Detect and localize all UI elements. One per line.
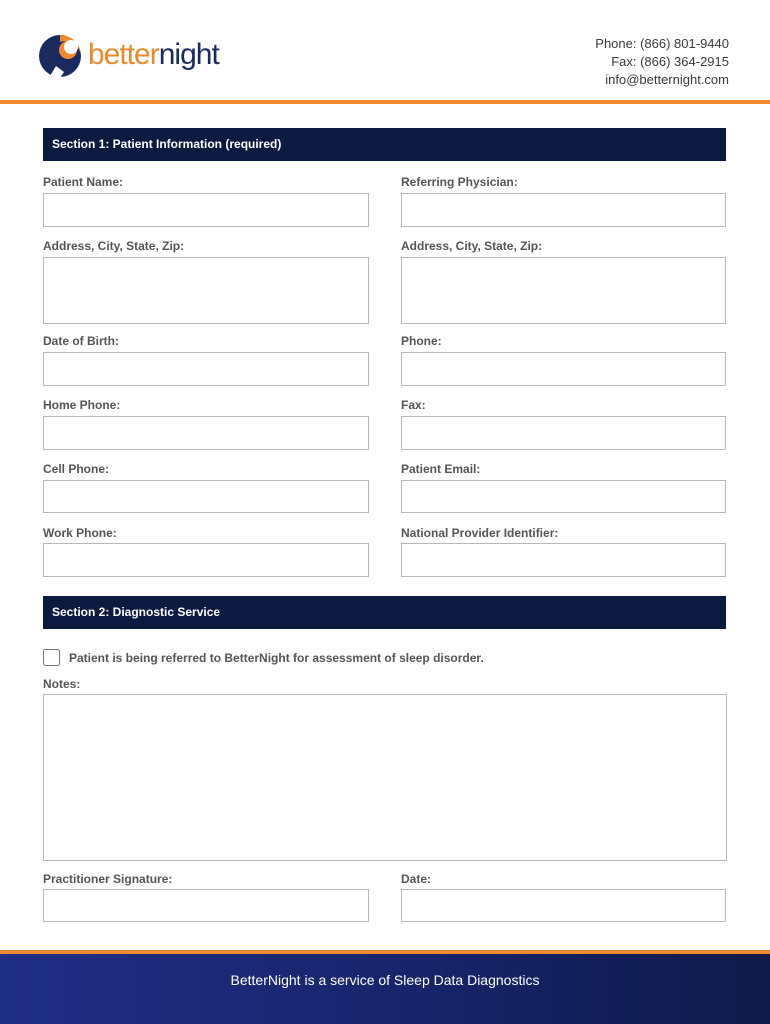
contact-phone: Phone: (866) 801-9440	[595, 36, 729, 51]
contact-info	[595, 35, 729, 89]
physician-address-label: Address, City, State, Zip:	[401, 239, 543, 253]
referral-checkbox-label: Patient is being referred to BetterNight for assessment of sleep disorder.	[69, 651, 484, 665]
dob-label: Date of Birth:	[43, 334, 119, 348]
cell-phone-label: Cell Phone:	[43, 462, 110, 476]
referring-physician-field[interactable]	[401, 193, 726, 227]
header-divider	[0, 100, 770, 104]
npi-field[interactable]	[401, 543, 726, 577]
referring-physician-label: Referring Physician:	[401, 175, 518, 189]
section1-header: Section 1: Patient Information (required)	[43, 128, 726, 161]
patient-email-label: Patient Email:	[401, 462, 481, 476]
header	[0, 0, 770, 104]
physician-fax-label: Fax:	[401, 398, 426, 412]
footer-divider	[0, 950, 770, 954]
date-label: Date:	[401, 872, 432, 886]
footer-text: BetterNight is a service of Sleep Data Diagnostics	[230, 972, 540, 988]
home-phone-label: Home Phone:	[43, 398, 121, 412]
contact-email[interactable]: info@betternight.com	[605, 72, 729, 87]
patient-email-field[interactable]	[401, 480, 726, 513]
section2-header: Section 2: Diagnostic Service	[43, 596, 726, 629]
home-phone-field[interactable]	[43, 416, 369, 450]
notes-label: Notes:	[43, 677, 81, 691]
work-phone-field[interactable]	[43, 543, 369, 577]
referral-checkbox[interactable]	[43, 649, 60, 666]
logo-night: night	[158, 38, 219, 71]
patient-name-label: Patient Name:	[43, 175, 124, 189]
moon-logo-icon	[38, 32, 86, 80]
signature-label: Practitioner Signature:	[43, 872, 173, 886]
npi-label: National Provider Identifier:	[401, 526, 559, 540]
logo-wordmark	[88, 38, 219, 72]
dob-field[interactable]	[43, 352, 369, 386]
contact-fax: Fax: (866) 364-2915	[611, 54, 729, 69]
work-phone-label: Work Phone:	[43, 526, 117, 540]
physician-fax-field[interactable]	[401, 416, 726, 450]
patient-name-field[interactable]	[43, 193, 369, 227]
signature-field[interactable]	[43, 889, 369, 922]
logo-better: better	[88, 38, 159, 71]
patient-address-field[interactable]	[43, 257, 369, 324]
physician-phone-field[interactable]	[401, 352, 726, 386]
physician-phone-label: Phone:	[401, 334, 442, 348]
cell-phone-field[interactable]	[43, 480, 369, 513]
betternight-logo	[38, 32, 228, 82]
date-field[interactable]	[401, 889, 726, 922]
notes-field[interactable]	[43, 694, 727, 861]
physician-address-field[interactable]	[401, 257, 726, 324]
patient-address-label: Address, City, State, Zip:	[43, 239, 185, 253]
